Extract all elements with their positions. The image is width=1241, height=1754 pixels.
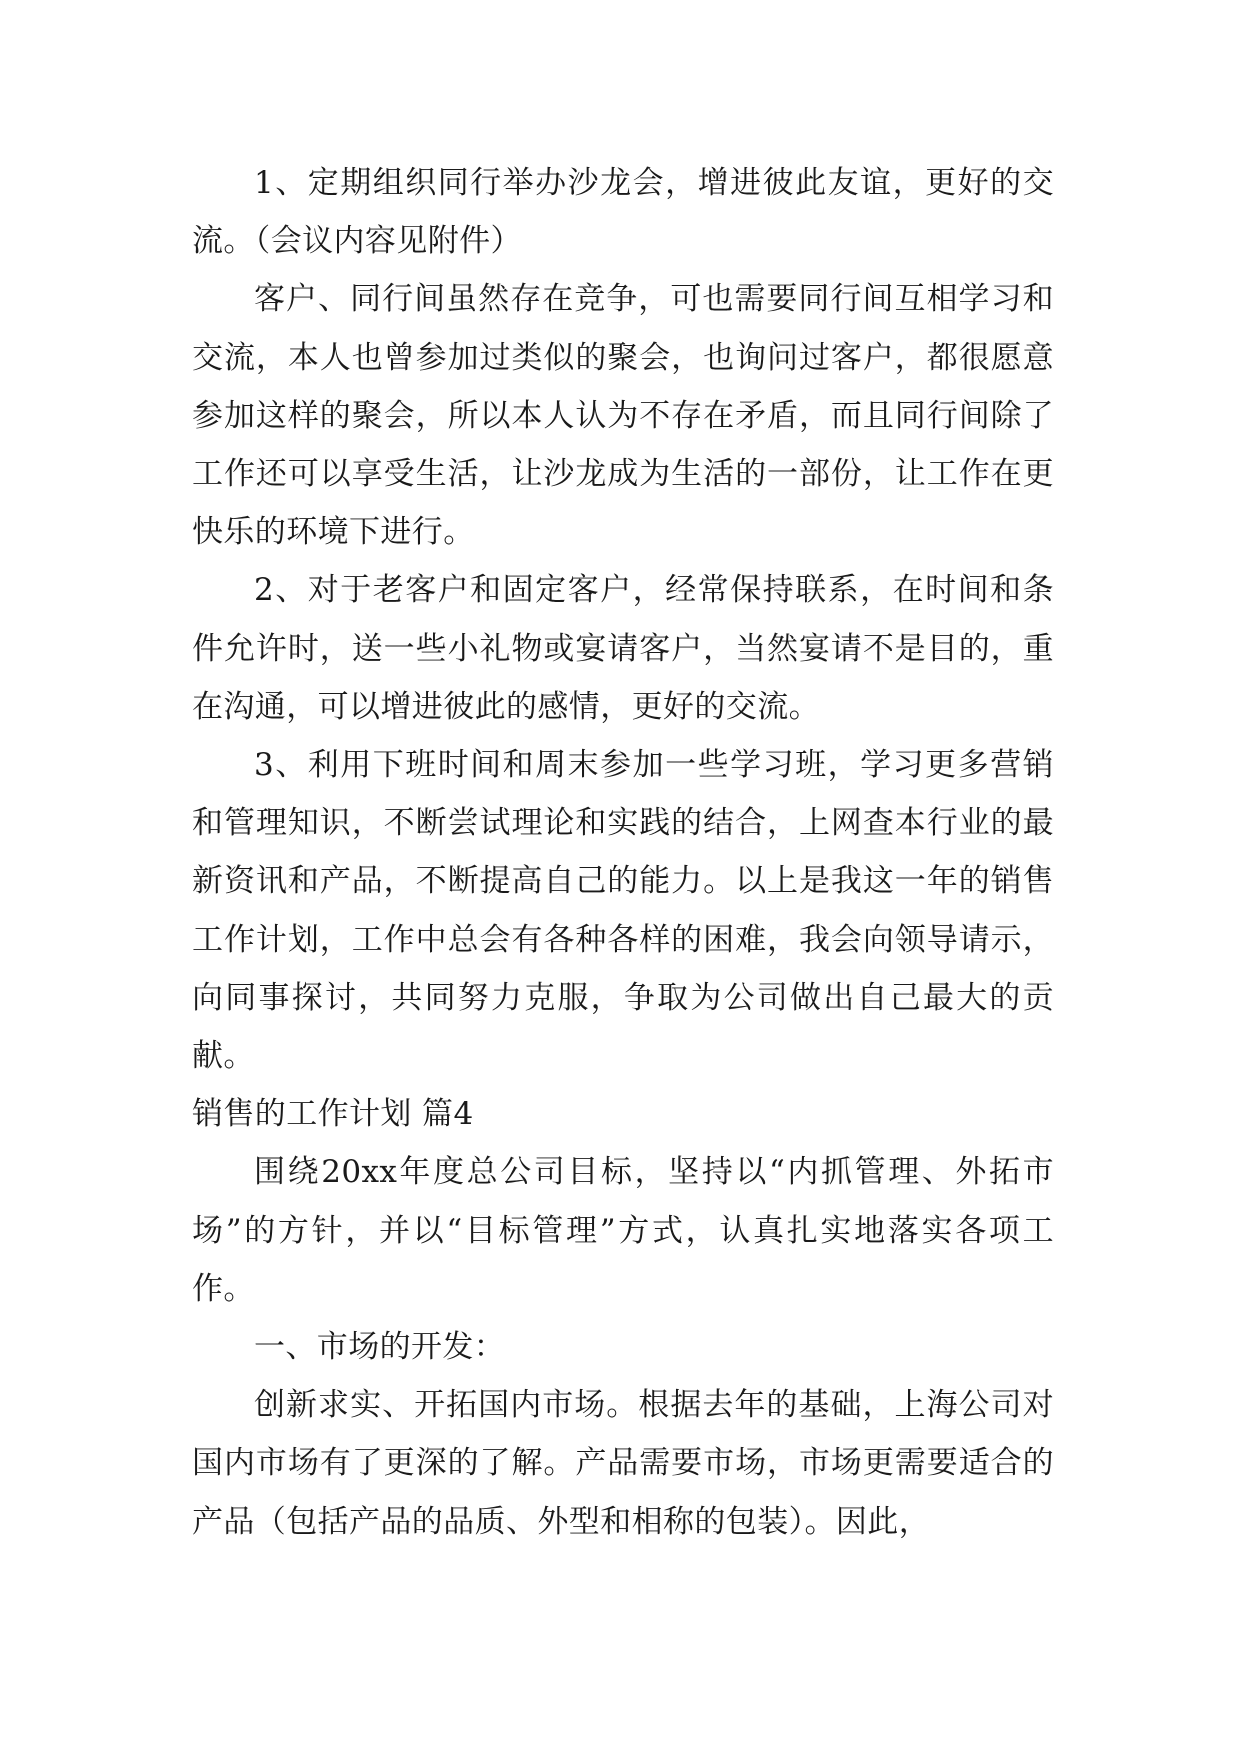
paragraph-salon: 1、定期组织同行举办沙龙会，增进彼此友谊，更好的交流。（会议内容见附件） — [192, 165, 1054, 260]
section-heading: 销售的工作计划 篇4 — [192, 1096, 474, 1133]
paragraph-market-dev: 创新求实、开拓国内市场。根据去年的基础，上海公司对国内市场有了更深的了解。产品需要市场，市场更需要适合的产品（包括产品的品质、外型和相称的包装）。因此， — [192, 1387, 1054, 1540]
document-body — [192, 154, 1054, 1551]
paragraph-old-clients: 2、对于老客户和固定客户，经常保持联系，在时间和条件允许时，送一些小礼物或宴请客户，当然宴请不是目的，重在沟通，可以增进彼此的感情，更好的交流。 — [192, 572, 1054, 725]
paragraph-goal: 围绕20xx年度总公司目标，坚持以“内抓管理、外拓市场”的方针，并以“目标管理”方式，认真扎实地落实各项工作。 — [192, 1154, 1054, 1307]
paragraph-peers: 客户、同行间虽然存在竞争，可也需要同行间互相学习和交流，本人也曾参加过类似的聚会，也询问过客户，都很愿意参加这样的聚会，所以本人认为不存在矛盾，而且同行间除了工作还可以享受生活，让沙龙成为生活的一部份，让工作在更快乐的环境下进行。 — [192, 281, 1054, 551]
paragraph-market-title: 一、市场的开发： — [254, 1329, 506, 1366]
paragraph-training: 3、利用下班时间和周末参加一些学习班，学习更多营销和管理知识，不断尝试理论和实践的结合，上网查本行业的最新资讯和产品，不断提高自己的能力。以上是我这一年的销售工作计划，工作中总会有各种各样的困难，我会向领导请示，向同事探讨，共同努力克服，争取为公司做出自己最大的贡献。 — [192, 747, 1054, 1075]
